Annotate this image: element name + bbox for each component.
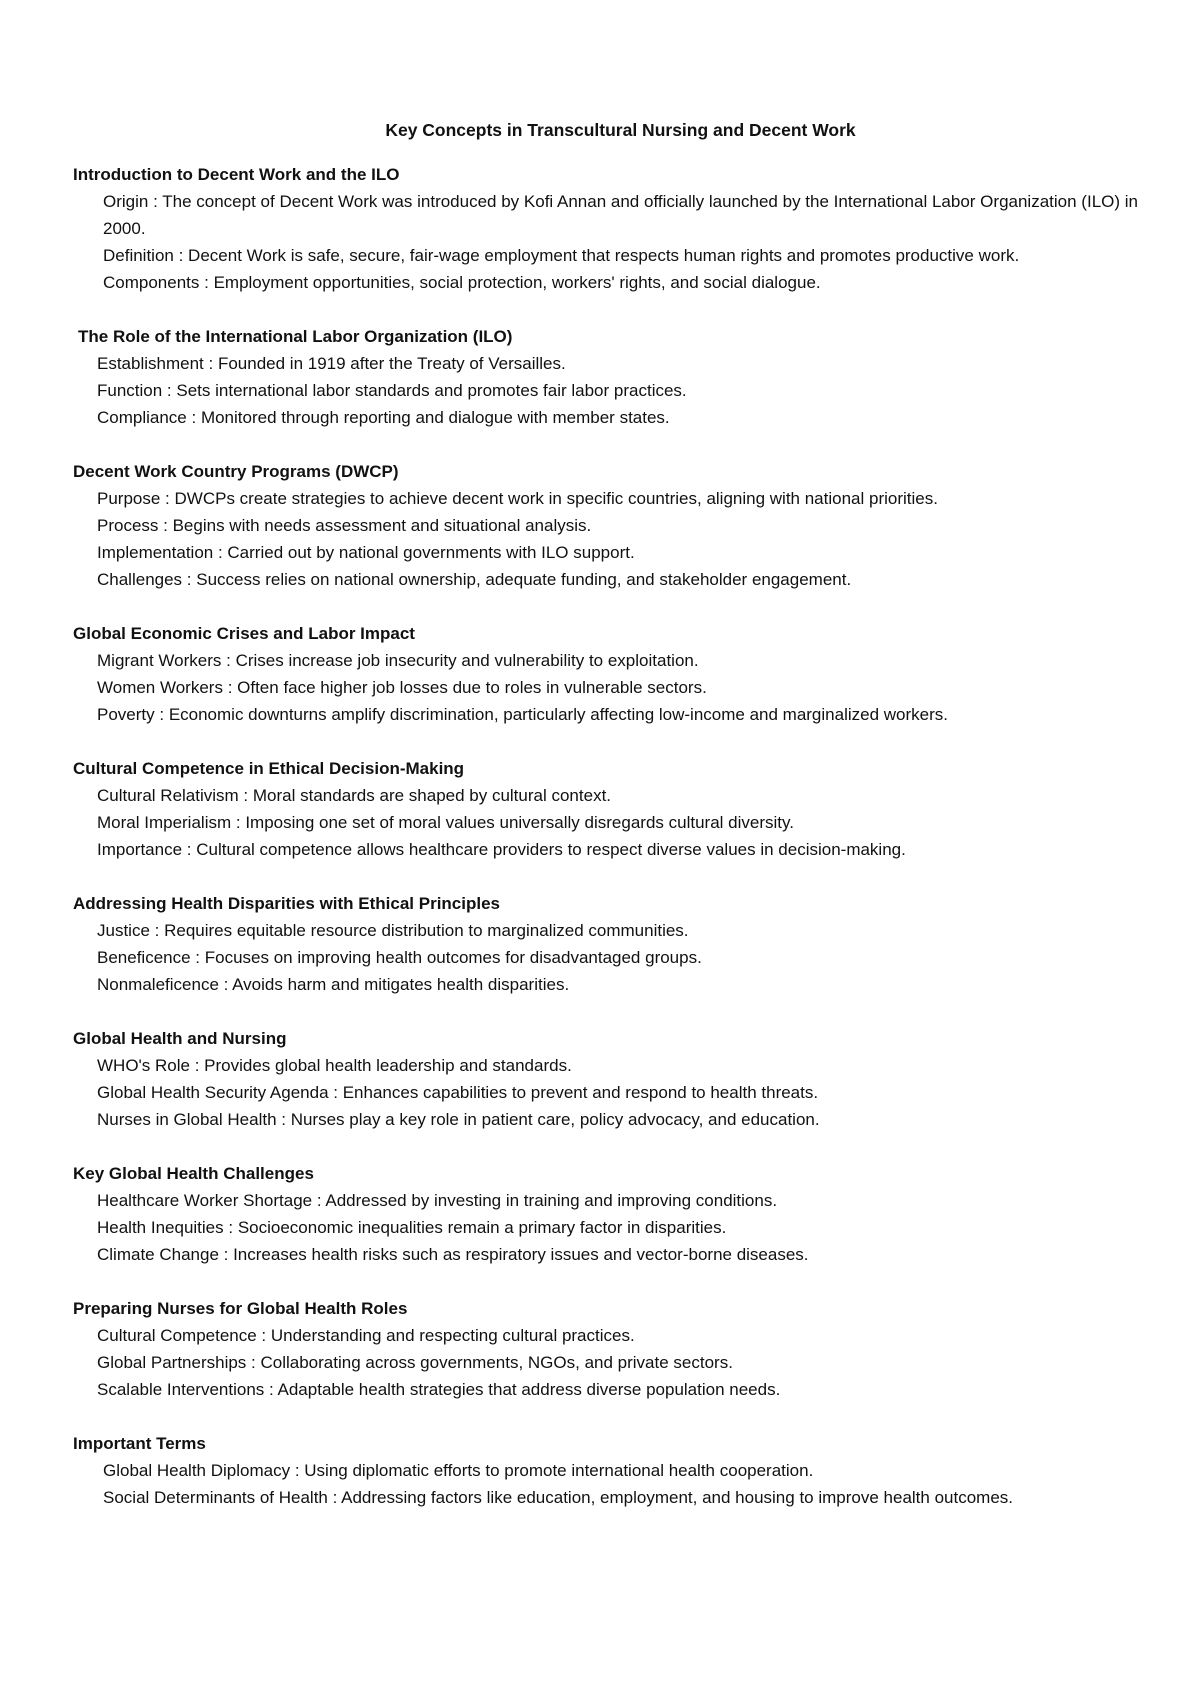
entry-term: Beneficence <box>97 948 191 967</box>
section <box>73 1295 1138 1403</box>
entry-description: Increases health risks such as respiratory issues and vector-borne diseases. <box>233 1245 809 1264</box>
section-heading: Decent Work Country Programs (DWCP) <box>73 462 399 481</box>
entry-description: Decent Work is safe, secure, fair-wage employment that respects human rights and promotes productive work. <box>188 246 1020 265</box>
entry-item <box>73 1376 1138 1403</box>
entry-description: Cultural competence allows healthcare providers to respect diverse values in decision-making. <box>196 840 906 859</box>
entry-description: Enhances capabilities to prevent and respond to health threats. <box>342 1083 819 1102</box>
entry-term: Climate Change <box>97 1245 219 1264</box>
entry-description: Success relies on national ownership, adequate funding, and stakeholder engagement. <box>196 570 852 589</box>
entry-term: Establishment <box>97 354 204 373</box>
entry-description: Crises increase job insecurity and vulnerability to exploitation. <box>235 651 699 670</box>
entry-separator: : <box>218 975 233 994</box>
entry-description: Moral standards are shaped by cultural context. <box>252 786 612 805</box>
entry-description: Socioeconomic inequalities remain a primary factor in disparities. <box>237 1218 727 1237</box>
entry-description: Economic downturns amplify discrimination, particularly affecting low-income and marginalized workers. <box>168 705 948 724</box>
entry-separator: : <box>231 813 246 832</box>
entry-term: Nurses in Global Health <box>97 1110 277 1129</box>
entry-separator: : <box>149 921 165 940</box>
entry-item <box>73 674 1138 701</box>
section <box>73 620 1138 728</box>
entry-separator: : <box>256 1326 271 1345</box>
entry-term: Challenges <box>97 570 183 589</box>
section-heading: Addressing Health Disparities with Ethical Principles <box>73 894 501 913</box>
entry-term: Definition <box>103 246 174 265</box>
entry-description: Monitored through reporting and dialogue with member states. <box>200 408 670 427</box>
entry-description: Using diplomatic efforts to promote international health cooperation. <box>304 1461 814 1480</box>
entry-term: Global Health Security Agenda <box>97 1083 329 1102</box>
entry-term: Health Inequities <box>97 1218 224 1237</box>
entry-description: Provides global health leadership and standards. <box>204 1056 572 1075</box>
entry-item <box>73 647 1138 674</box>
entry-item <box>73 701 1138 728</box>
entry-item <box>73 269 1138 296</box>
section-heading: Cultural Competence in Ethical Decision-Making <box>73 759 465 778</box>
document-title: Key Concepts in Transcultural Nursing and Decent Work <box>385 120 856 140</box>
entry-item <box>73 1052 1138 1079</box>
entry-term: Social Determinants of Health <box>103 1488 328 1507</box>
entry-separator: : <box>148 192 163 211</box>
section <box>73 161 1138 296</box>
entry-separator: : <box>162 381 177 400</box>
entry-description: Nurses play a key role in patient care, policy advocacy, and education. <box>290 1110 820 1129</box>
entry-item <box>73 1349 1138 1376</box>
entry-item <box>73 188 1138 242</box>
entry-separator: : <box>173 246 189 265</box>
entry-description: Employment opportunities, social protection, workers' rights, and social dialogue. <box>213 273 821 292</box>
section-heading: Key Global Health Challenges <box>73 1164 314 1183</box>
entry-separator: : <box>189 1056 205 1075</box>
section-heading: Global Economic Crises and Labor Impact <box>73 624 415 643</box>
entry-separator: : <box>312 1191 326 1210</box>
entry-term: Process <box>97 516 159 535</box>
entry-separator: : <box>276 1110 291 1129</box>
entry-description: Imposing one set of moral values universally disregards cultural diversity. <box>245 813 794 832</box>
entry-description: Carried out by national governments with ILO support. <box>227 543 635 562</box>
entry-item <box>73 566 1138 593</box>
entry-separator: : <box>182 840 197 859</box>
section <box>73 458 1138 593</box>
entry-item <box>73 971 1138 998</box>
entry-term: Implementation <box>97 543 214 562</box>
entry-description: Understanding and respecting cultural practices. <box>270 1326 635 1345</box>
entry-item <box>73 1322 1138 1349</box>
entry-description: Often face higher job losses due to roles in vulnerable sectors. <box>237 678 707 697</box>
entry-item <box>73 1241 1138 1268</box>
entry-term: Origin <box>103 192 149 211</box>
section <box>73 1430 1138 1511</box>
entry-item <box>73 404 1138 431</box>
entry-term: Function <box>97 381 163 400</box>
entry-item <box>73 836 1138 863</box>
entry-item <box>73 1106 1138 1133</box>
entry-separator: : <box>182 570 197 589</box>
section-heading: Global Health and Nursing <box>73 1029 287 1048</box>
entry-description: DWCPs create strategies to achieve decent work in specific countries, aligning with national priorities. <box>174 489 938 508</box>
entry-separator: : <box>223 1218 238 1237</box>
entry-description: Founded in 1919 after the Treaty of Versailles. <box>217 354 566 373</box>
entry-description: Addressed by investing in training and improving conditions. <box>325 1191 778 1210</box>
entry-description: The concept of Decent Work was introduced by Kofi Annan and officially launched by the International Labor Organization (ILO) in 2000. <box>103 192 1138 238</box>
section <box>73 890 1138 998</box>
entry-separator: : <box>199 273 214 292</box>
entry-separator: : <box>328 1083 343 1102</box>
entry-term: Importance <box>97 840 183 859</box>
section-heading: Preparing Nurses for Global Health Roles <box>73 1299 408 1318</box>
entry-item <box>73 485 1138 512</box>
entry-term: Women Workers <box>97 678 223 697</box>
entry-term: Compliance <box>97 408 187 427</box>
entry-item <box>73 539 1138 566</box>
section-heading: The Role of the International Labor Organization (ILO) <box>78 327 513 346</box>
entry-item <box>73 1187 1138 1214</box>
section <box>73 323 1138 431</box>
entry-description: Adaptable health strategies that address diverse population needs. <box>277 1380 781 1399</box>
entry-separator: : <box>213 543 228 562</box>
section-heading: Introduction to Decent Work and the ILO <box>73 165 400 184</box>
entry-separator: : <box>154 705 169 724</box>
entry-separator: : <box>246 1353 261 1372</box>
entry-separator: : <box>218 1245 234 1264</box>
entry-separator: : <box>264 1380 278 1399</box>
entry-item <box>73 782 1138 809</box>
entry-description: Collaborating across governments, NGOs, and private sectors. <box>260 1353 733 1372</box>
entry-separator: : <box>186 408 201 427</box>
entry-term: Poverty <box>97 705 155 724</box>
entry-item <box>73 1484 1138 1511</box>
entry-separator: : <box>158 516 173 535</box>
entry-separator: : <box>327 1488 342 1507</box>
entry-term: Moral Imperialism <box>97 813 232 832</box>
entry-term: Scalable Interventions <box>97 1380 265 1399</box>
entry-separator: : <box>222 678 238 697</box>
entry-term: Migrant Workers <box>97 651 222 670</box>
entry-term: Purpose <box>97 489 161 508</box>
entry-item <box>73 1457 1138 1484</box>
entry-description: Begins with needs assessment and situational analysis. <box>172 516 592 535</box>
entry-separator: : <box>203 354 218 373</box>
entry-item <box>73 350 1138 377</box>
entry-term: Cultural Competence <box>97 1326 257 1345</box>
entry-separator: : <box>221 651 236 670</box>
entry-separator: : <box>160 489 175 508</box>
entry-term: Components <box>103 273 200 292</box>
entry-item <box>73 1214 1138 1241</box>
entry-description: Avoids harm and mitigates health disparities. <box>232 975 570 994</box>
section-heading: Important Terms <box>73 1434 206 1453</box>
section <box>73 755 1138 863</box>
entry-separator: : <box>290 1461 305 1480</box>
sections-container <box>73 161 1138 1511</box>
entry-item <box>73 944 1138 971</box>
entry-term: Cultural Relativism <box>97 786 239 805</box>
entry-separator: : <box>190 948 205 967</box>
entry-description: Sets international labor standards and promotes fair labor practices. <box>176 381 687 400</box>
entry-item <box>73 917 1138 944</box>
entry-term: Global Partnerships <box>97 1353 247 1372</box>
entry-item <box>73 377 1138 404</box>
section <box>73 1160 1138 1268</box>
entry-term: Global Health Diplomacy <box>103 1461 291 1480</box>
entry-term: Nonmaleficence <box>97 975 219 994</box>
entry-item <box>73 512 1138 539</box>
entry-item <box>73 809 1138 836</box>
entry-term: Justice <box>97 921 150 940</box>
entry-item <box>73 242 1138 269</box>
entry-term: Healthcare Worker Shortage <box>97 1191 313 1210</box>
entry-description: Addressing factors like education, employment, and housing to improve health outcomes. <box>341 1488 1013 1507</box>
section <box>73 1025 1138 1133</box>
entry-term: WHO's Role <box>97 1056 190 1075</box>
entry-description: Focuses on improving health outcomes for disadvantaged groups. <box>204 948 702 967</box>
entry-description: Requires equitable resource distribution to marginalized communities. <box>164 921 689 940</box>
entry-separator: : <box>238 786 253 805</box>
entry-item <box>73 1079 1138 1106</box>
